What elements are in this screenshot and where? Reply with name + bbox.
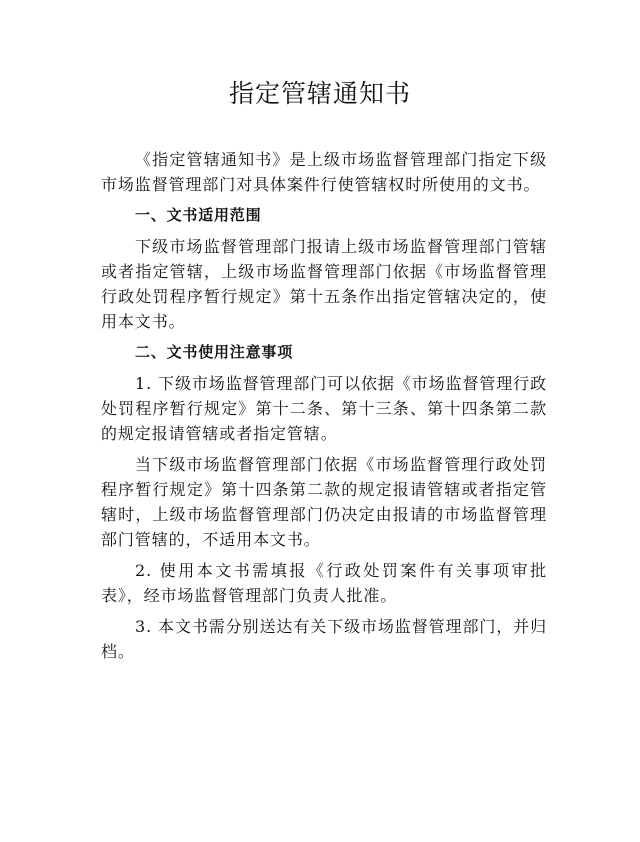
section-heading-notes: 二、文书使用注意事项 xyxy=(135,343,294,361)
section-heading-scope: 一、文书适用范围 xyxy=(135,206,262,224)
document-body xyxy=(101,147,547,670)
document-title: 指定管辖通知书 xyxy=(228,79,411,108)
note-item-1-detail: 当下级市场监督管理部门依据《市场监督管理行政处罚程序暂行规定》第十四条第二款的规定报请管辖或者指定管辖时，上级市场监督管理部门仍决定由报请的市场监督管理部门管辖的，不适用本文书。 xyxy=(101,455,547,549)
note-item-2: 2. 使用本文书需填报《行政处罚案件有关事项审批表》，经市场监督管理部门负责人批准。 xyxy=(101,561,547,605)
intro-paragraph: 《指定管辖通知书》是上级市场监督管理部门指定下级市场监督管理部门对具体案件行使管辖权时所使用的文书。 xyxy=(101,150,547,194)
scope-paragraph: 下级市场监督管理部门报请上级市场监督管理部门管辖或者指定管辖，上级市场监督管理部门依据《市场监督管理行政处罚程序暂行规定》第十五条作出指定管辖决定的，使用本文书。 xyxy=(101,237,547,331)
note-item-3: 3. 本文书需分别送达有关下级市场监督管理部门，并归档。 xyxy=(101,617,547,661)
note-item-1: 1. 下级市场监督管理部门可以依据《市场监督管理行政处罚程序暂行规定》第十二条、第十三条、第十四条第二款的规定报请管辖或者指定管辖。 xyxy=(101,374,547,443)
